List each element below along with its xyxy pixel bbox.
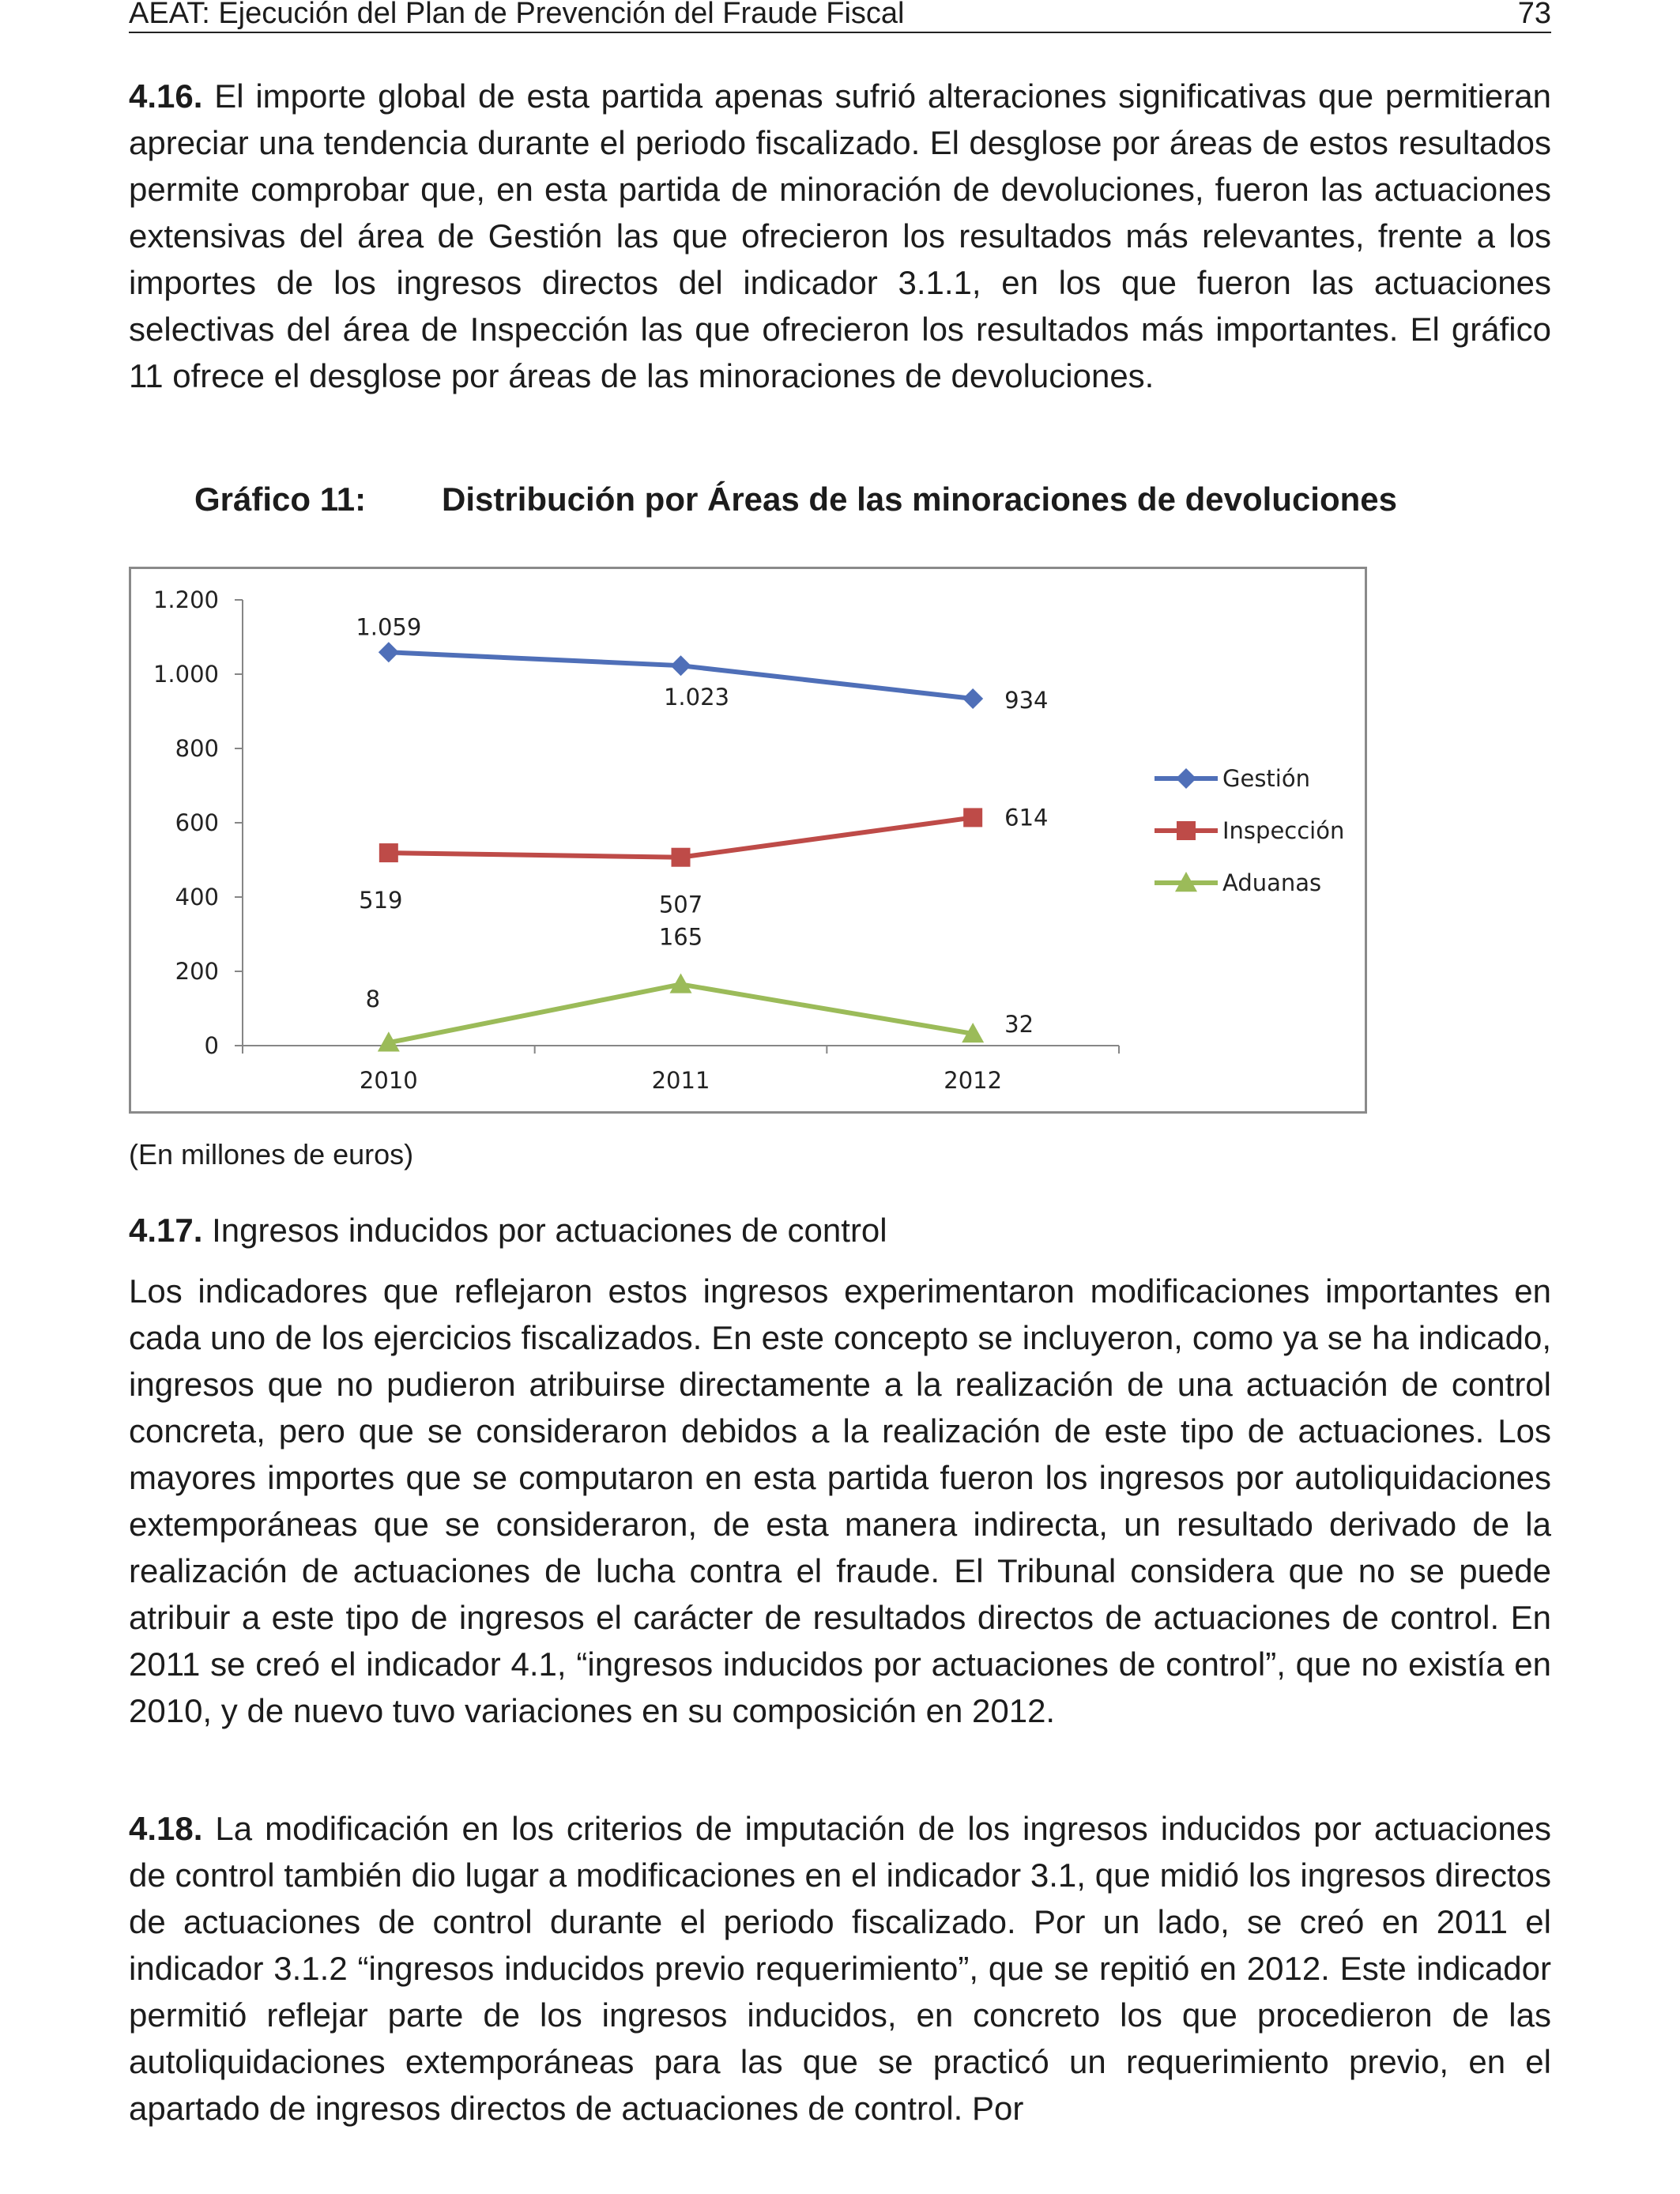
section-4-17-heading <box>129 1207 887 1253</box>
data-point-marker <box>670 973 692 993</box>
legend-label: Aduanas <box>1222 869 1322 896</box>
chart-caption <box>194 481 1397 518</box>
legend-label: Gestión <box>1222 765 1310 792</box>
page-number: 73 <box>1517 0 1551 30</box>
paragraph-4-16 <box>129 73 1551 399</box>
paragraph-number: 4.18. <box>129 1810 203 1847</box>
paragraph-text: La modificación en los criterios de imputación de los ingresos inducidos por actuaciones de control también dio lugar a modificaciones en el indicador 3.1, que midió los ingresos directos de actuaciones de control durante el periodo fiscalizado. Por un lado, se creó en 2011 el indicador 3.1.2 “ingresos inducidos previo requerimiento”, que se repitió en 2012. Este indicador permitió reflejar parte de los ingresos inducidos, en concreto los que procedieron de las autoliquidaciones extemporáneas para las que se practicó un requerimiento previo, en el apartado de ingresos directos de actuaciones de control. Por <box>129 1810 1552 2127</box>
y-tick-label: 800 <box>175 735 219 762</box>
data-point-marker <box>379 642 399 662</box>
y-tick-label: 0 <box>204 1032 219 1059</box>
data-point-marker <box>963 808 982 827</box>
paragraph-text: El importe global de esta partida apenas sufrió alteraciones significativas que permitieran apreciar una tendencia durante el periodo fiscalizado. El desglose por áreas de estos resultados permite comprobar que, en esta partida de minoración de devoluciones, fueron las actuaciones extensivas del área de Gestión las que ofrecieron los resultados más relevantes, frente a los importes de los ingresos directos del indicador 3.1.1, en los que fueron las actuaciones selectivas del área de Inspección las que ofrecieron los resultados más importantes. El gráfico 11 ofrece el desglose por áreas de las minoraciones de devoluciones. <box>129 77 1551 394</box>
y-tick-label: 400 <box>175 884 219 910</box>
paragraph-4-18 <box>129 1805 1551 2132</box>
x-tick-label: 2010 <box>359 1067 418 1094</box>
data-point-marker <box>672 848 691 867</box>
chart-caption-title: Distribución por Áreas de las minoraciones de devoluciones <box>442 481 1397 518</box>
paragraph-number: 4.16. <box>129 77 203 115</box>
data-label: 1.059 <box>356 613 422 641</box>
data-point-marker <box>671 655 691 676</box>
units-note: (En millones de euros) <box>129 1138 414 1171</box>
data-label: 934 <box>1004 687 1049 714</box>
data-point-marker <box>962 688 983 709</box>
line-chart <box>131 569 1365 1111</box>
data-label: 614 <box>1004 804 1049 831</box>
data-label: 8 <box>365 986 381 1013</box>
data-label: 165 <box>658 923 703 951</box>
paragraph-4-17: Los indicadores que reflejaron estos ingresos experimentaron modificaciones importantes en cada uno de los ejercicios fiscalizados. En este concepto se incluyeron, como ya se ha indicado, ingresos que no pudieron atribuirse directamente a la realización de una actuación de control concreta, pero que se consideraron debidos a la realización de este tipo de actuaciones. Los mayores importes que se computaron en esta partida fueron los ingresos por autoliquidaciones extemporáneas que se consideraron, de esta manera indirecta, un resultado derivado de la realización de actuaciones de lucha contra el fraude. El Tribunal considera que no se puede atribuir a este tipo de ingresos el carácter de resultados directos de actuaciones de control. En 2011 se creó el indicador 4.1, “ingresos inducidos por actuaciones de control”, que no existía en 2010, y de nuevo tuvo variaciones en su composición en 2012. <box>129 1272 1551 1729</box>
legend-marker <box>1176 768 1196 789</box>
chart-caption-label: Gráfico 11: <box>194 481 367 518</box>
y-tick-label: 1.000 <box>153 661 219 688</box>
x-tick-label: 2012 <box>944 1067 1003 1094</box>
legend-item-gestión <box>1155 765 1310 792</box>
x-tick-label: 2011 <box>651 1067 710 1094</box>
paragraph-number: 4.17. <box>129 1212 203 1249</box>
y-tick-label: 200 <box>175 958 219 985</box>
data-label: 32 <box>1004 1010 1034 1038</box>
y-tick-label: 600 <box>175 809 219 836</box>
section-heading-text: Ingresos inducidos por actuaciones de control <box>212 1212 887 1249</box>
legend-marker <box>1177 821 1196 840</box>
data-point-marker <box>379 843 398 862</box>
legend-item-inspección <box>1155 817 1344 844</box>
series-aduanas <box>366 923 1034 1051</box>
y-tick-label: 1.200 <box>153 586 219 613</box>
running-title: AEAT: Ejecución del Plan de Prevención del Fraude Fiscal <box>129 0 905 30</box>
data-label: 519 <box>359 887 403 914</box>
data-label: 507 <box>658 891 703 918</box>
series-gestión <box>356 613 1048 714</box>
series-inspección <box>359 804 1048 918</box>
legend-label: Inspección <box>1222 817 1345 844</box>
data-label: 1.023 <box>663 684 730 711</box>
line-chart-frame <box>129 567 1367 1114</box>
page-header <box>129 0 1551 33</box>
legend-item-aduanas <box>1155 869 1321 896</box>
